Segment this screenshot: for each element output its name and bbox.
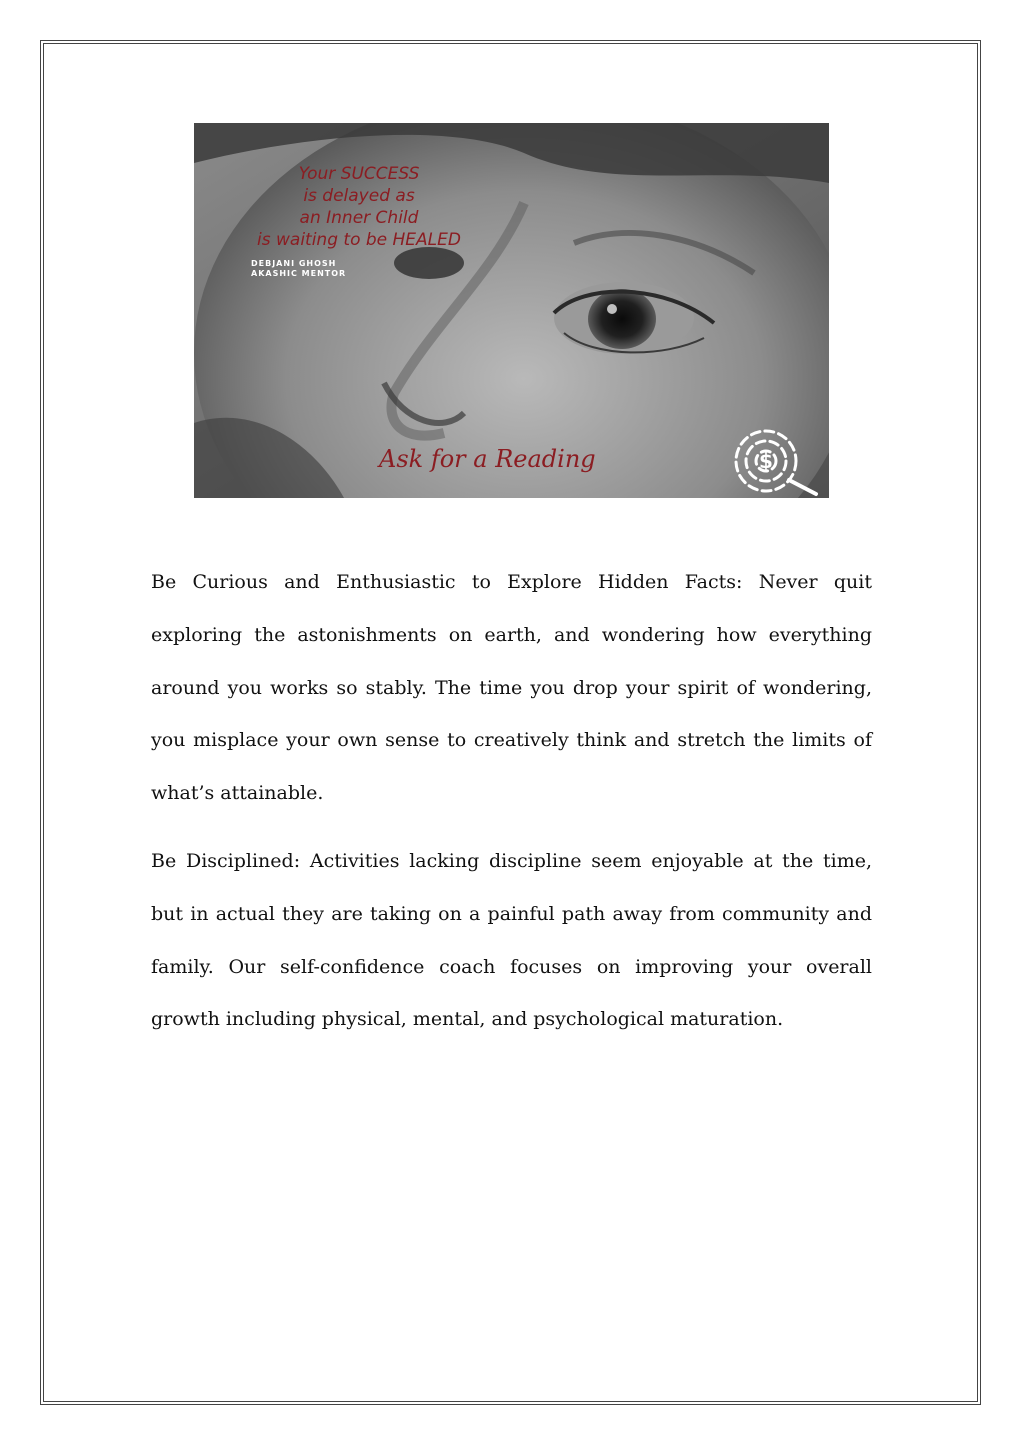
hero-headline-line: an Inner Child xyxy=(299,208,419,228)
hero-author xyxy=(251,259,346,279)
svg-text:$: $ xyxy=(759,449,773,473)
hero-headline-line: Your SUCCESS xyxy=(298,164,420,184)
paragraph-discipline xyxy=(151,835,872,1046)
paragraph-curiosity xyxy=(151,556,872,820)
ask-for-reading-link[interactable]: Ask for a Reading xyxy=(379,445,596,473)
hero-headline-line: is delayed as xyxy=(303,186,415,206)
author-title: AKASHIC MENTOR xyxy=(251,269,347,278)
spiral-magnifier-logo-icon xyxy=(731,428,826,498)
paragraph-text: focuses on improving your overall growth including physical, mental, and psychological maturation. xyxy=(151,955,872,1031)
paragraph-text: Never quit exploring the astonishments on earth, and wondering how everything around you works so stably. The time you drop your spirit of wondering, you misplace your own sense to creatively think and stretch the limits of what’s attainable. xyxy=(151,571,872,805)
hero-headline xyxy=(234,163,484,251)
paragraph-heading: Be Disciplined: xyxy=(151,849,301,872)
paragraph-text: Activities lacking discipline seem enjoyable at the time, but in actual they are taking on a painful path away from community and family. xyxy=(151,849,872,978)
paragraph-heading: Be Curious and Enthusiastic to Explore Hidden Facts: xyxy=(151,571,743,593)
article-body xyxy=(151,556,872,1061)
hero-image xyxy=(194,123,829,498)
self-confidence-coach-link[interactable]: Our self-confidence coach xyxy=(228,955,496,978)
hero-headline-line: is waiting to be HEALED xyxy=(257,230,461,250)
author-name: DEBJANI GHOSH xyxy=(251,259,337,268)
